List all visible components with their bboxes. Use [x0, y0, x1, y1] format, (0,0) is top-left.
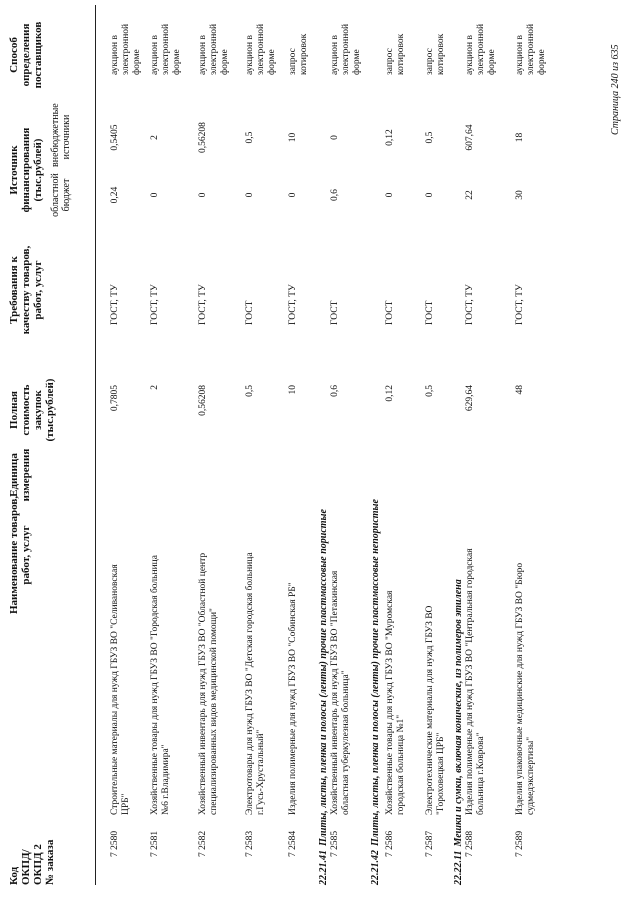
item-name: [465, 548, 487, 815]
item-name-line: Хозяйственные товары для нужд ГБУЗ ВО "Городская больница: [150, 555, 160, 815]
item-name: [425, 606, 447, 815]
regional-budget: 0,6: [330, 189, 340, 201]
method-line: форме: [172, 49, 182, 75]
method-line: электронной: [256, 23, 266, 75]
method-line: аукцион в: [198, 35, 208, 75]
method-line: аукцион в: [465, 35, 475, 75]
total-cost: 0,56208: [198, 385, 208, 416]
method-line: электронной: [161, 23, 171, 75]
item-name-line: больница г.Коврова": [476, 732, 486, 815]
regional-budget: 0: [288, 192, 298, 198]
extrabudgetary: 10: [288, 132, 298, 143]
extrabudgetary: 0,5: [425, 131, 435, 144]
item-name-line: "Гороховецкая ЦРБ": [436, 732, 446, 815]
item-name-line: г.Гусь-Хрустальный": [256, 729, 266, 815]
total-cost: 0,7805: [110, 385, 120, 412]
procurement-method: [465, 24, 498, 75]
item-name-line: судмедэкспертизы": [526, 736, 536, 815]
item-name: [288, 582, 299, 815]
item-name-line: Хозяйственные товары для нужд ГБУЗ ВО "Муромская: [385, 590, 395, 815]
quality-requirements: ГОСТ, ТУ: [150, 284, 160, 325]
procurement-method: [150, 24, 183, 75]
total-cost: 629,64: [465, 385, 475, 412]
order-number: 7 2581: [150, 830, 160, 857]
section-title: Плиты, листы, пленка и полосы (ленты) прочие пластмассовые пористые: [318, 509, 329, 846]
method-line: аукцион в: [150, 35, 160, 75]
method-line: электронной: [121, 23, 131, 75]
item-name-line: Строительные материалы для нужд ГБУЗ ВО "Селивановская: [110, 564, 120, 815]
procurement-method: [515, 24, 548, 75]
item-name: [110, 564, 132, 815]
item-name-line: Электротовары для нужд ГБУЗ ВО "Детская городская больница: [245, 552, 255, 815]
order-number: 7 2582: [198, 830, 208, 857]
order-number: 7 2588: [465, 830, 475, 857]
extrabudgetary: 0,5: [245, 131, 255, 144]
header-requirements: Требования к качеству товаров, работ, услуг: [8, 245, 44, 335]
header-unit: Единица измерения: [8, 448, 32, 502]
regional-budget: 0: [385, 192, 395, 198]
header-name: Наименование товаров, работ, услуг: [8, 495, 32, 615]
order-number: 7 2589: [515, 830, 525, 857]
item-name-line: №6 г.Владимира": [161, 744, 171, 815]
extrabudgetary: 0,5405: [110, 124, 120, 151]
order-number: 7 2585: [330, 830, 340, 857]
method-line: запрос: [288, 48, 298, 75]
quality-requirements: ГОСТ: [425, 300, 435, 325]
item-name: [198, 553, 220, 815]
regional-budget: 30: [515, 190, 525, 200]
item-name: [245, 552, 267, 815]
method-line: аукцион в: [515, 35, 525, 75]
total-cost: 2: [150, 385, 160, 390]
method-line: форме: [487, 49, 497, 75]
procurement-method: [245, 24, 278, 75]
item-name-line: Изделия полимерные для нужд ГБУЗ ВО "Центральная городская: [465, 548, 475, 815]
method-line: запрос: [385, 48, 395, 75]
method-line: электронной: [476, 23, 486, 75]
regional-budget: 0: [150, 192, 160, 198]
method-line: форме: [352, 49, 362, 75]
method-line: котировок: [299, 33, 309, 75]
quality-requirements: ГОСТ, ТУ: [288, 284, 298, 325]
header-total: Полная стоимость закупок (тыс.рублей): [8, 378, 56, 442]
order-number: 7 2586: [385, 830, 395, 857]
quality-requirements: ГОСТ: [330, 300, 340, 325]
extrabudgetary: 0,12: [385, 129, 395, 146]
method-line: котировок: [436, 33, 446, 75]
regional-budget: 0: [198, 192, 208, 198]
item-name-line: Изделия полимерные для нужд ГБУЗ ВО "Собинская РБ": [288, 582, 298, 815]
extrabudgetary: 0: [330, 135, 340, 140]
item-name: [515, 563, 537, 815]
section-title: Плиты, листы, пленка и полосы (ленты) прочие пластмассовые непористые: [370, 499, 381, 846]
order-number: 7 2587: [425, 830, 435, 857]
item-name-line: Электротехнические материалы для нужд ГБУЗ ВО: [425, 605, 435, 815]
method-line: электронной: [341, 23, 351, 75]
total-cost: 0,12: [385, 385, 395, 402]
method-line: электронной: [209, 23, 219, 75]
method-line: аукцион в: [330, 35, 340, 75]
section-heading: [453, 579, 464, 885]
item-name-line: ЦРБ": [121, 793, 131, 815]
header-rule: [95, 5, 96, 885]
item-name-line: Изделия упаковочные медицинские для нужд ГБУЗ ВО "Бюро: [515, 562, 525, 815]
method-line: аукцион в: [110, 35, 120, 75]
regional-budget: 0: [245, 192, 255, 198]
section-heading: [370, 499, 381, 885]
method-line: форме: [132, 49, 142, 75]
item-name-line: Хозяйственный инвентарь для нужд ГБУЗ ВО "Петакинская: [330, 570, 340, 815]
section-heading: [318, 509, 329, 885]
section-code: 22.21.42: [370, 850, 381, 885]
item-name: [150, 555, 172, 815]
procurement-method: [425, 34, 447, 75]
method-line: форме: [267, 49, 277, 75]
method-line: запрос: [425, 48, 435, 75]
total-cost: 48: [515, 385, 525, 395]
extrabudgetary: 607,64: [465, 124, 475, 151]
method-line: форме: [537, 49, 547, 75]
method-line: аукцион в: [245, 35, 255, 75]
header-fin-extra: внебюджетные источники: [50, 103, 72, 167]
quality-requirements: ГОСТ: [245, 300, 255, 325]
total-cost: 0,5: [245, 385, 255, 397]
method-line: котировок: [396, 33, 406, 75]
quality-requirements: ГОСТ, ТУ: [198, 284, 208, 325]
extrabudgetary: 0,56208: [198, 122, 208, 153]
page-number: Страница 240 из 635: [610, 44, 621, 135]
section-code: 22.21.41: [318, 850, 329, 885]
regional-budget: 22: [465, 190, 475, 200]
order-number: 7 2580: [110, 830, 120, 857]
header-code: Код ОКПД/ ОКПД 2 № заказа: [8, 839, 56, 885]
section-code: 22.22.11: [453, 850, 464, 885]
procurement-method: [330, 24, 363, 75]
item-name-line: городская больница №1": [396, 714, 406, 815]
procurement-method: [198, 24, 231, 75]
extrabudgetary: 18: [515, 132, 525, 143]
total-cost: 0,6: [330, 385, 340, 397]
item-name-line: специализированных видов медицинской помощи": [209, 608, 219, 815]
procurement-method: [385, 34, 407, 75]
quality-requirements: ГОСТ, ТУ: [515, 284, 525, 325]
method-line: электронной: [526, 23, 536, 75]
header-fin-budget: областной бюджет: [50, 173, 72, 217]
total-cost: 0,5: [425, 385, 435, 397]
method-line: форме: [220, 49, 230, 75]
item-name-line: областная туберкулезная больница": [341, 670, 351, 815]
header-method: Способ определения поставщиков: [8, 21, 44, 89]
item-name: [385, 591, 407, 815]
procurement-method: [110, 24, 143, 75]
item-name-line: Хозяйственный инвентарь для нужд ГБУЗ ВО "Областной центр: [198, 552, 208, 815]
quality-requirements: ГОСТ: [385, 300, 395, 325]
procurement-method: [288, 34, 310, 75]
order-number: 7 2583: [245, 830, 255, 857]
extrabudgetary: 2: [150, 135, 160, 140]
total-cost: 10: [288, 385, 298, 395]
quality-requirements: ГОСТ, ТУ: [465, 284, 475, 325]
quality-requirements: ГОСТ, ТУ: [110, 284, 120, 325]
regional-budget: 0: [425, 192, 435, 198]
section-title: Мешки и сумки, включая конические, из полимеров этилена: [453, 579, 464, 847]
regional-budget: 0,24: [110, 186, 120, 204]
header-financing: Источник финансирования (тыс.рублей): [8, 127, 44, 213]
item-name: [330, 571, 352, 815]
order-number: 7 2584: [288, 830, 298, 857]
